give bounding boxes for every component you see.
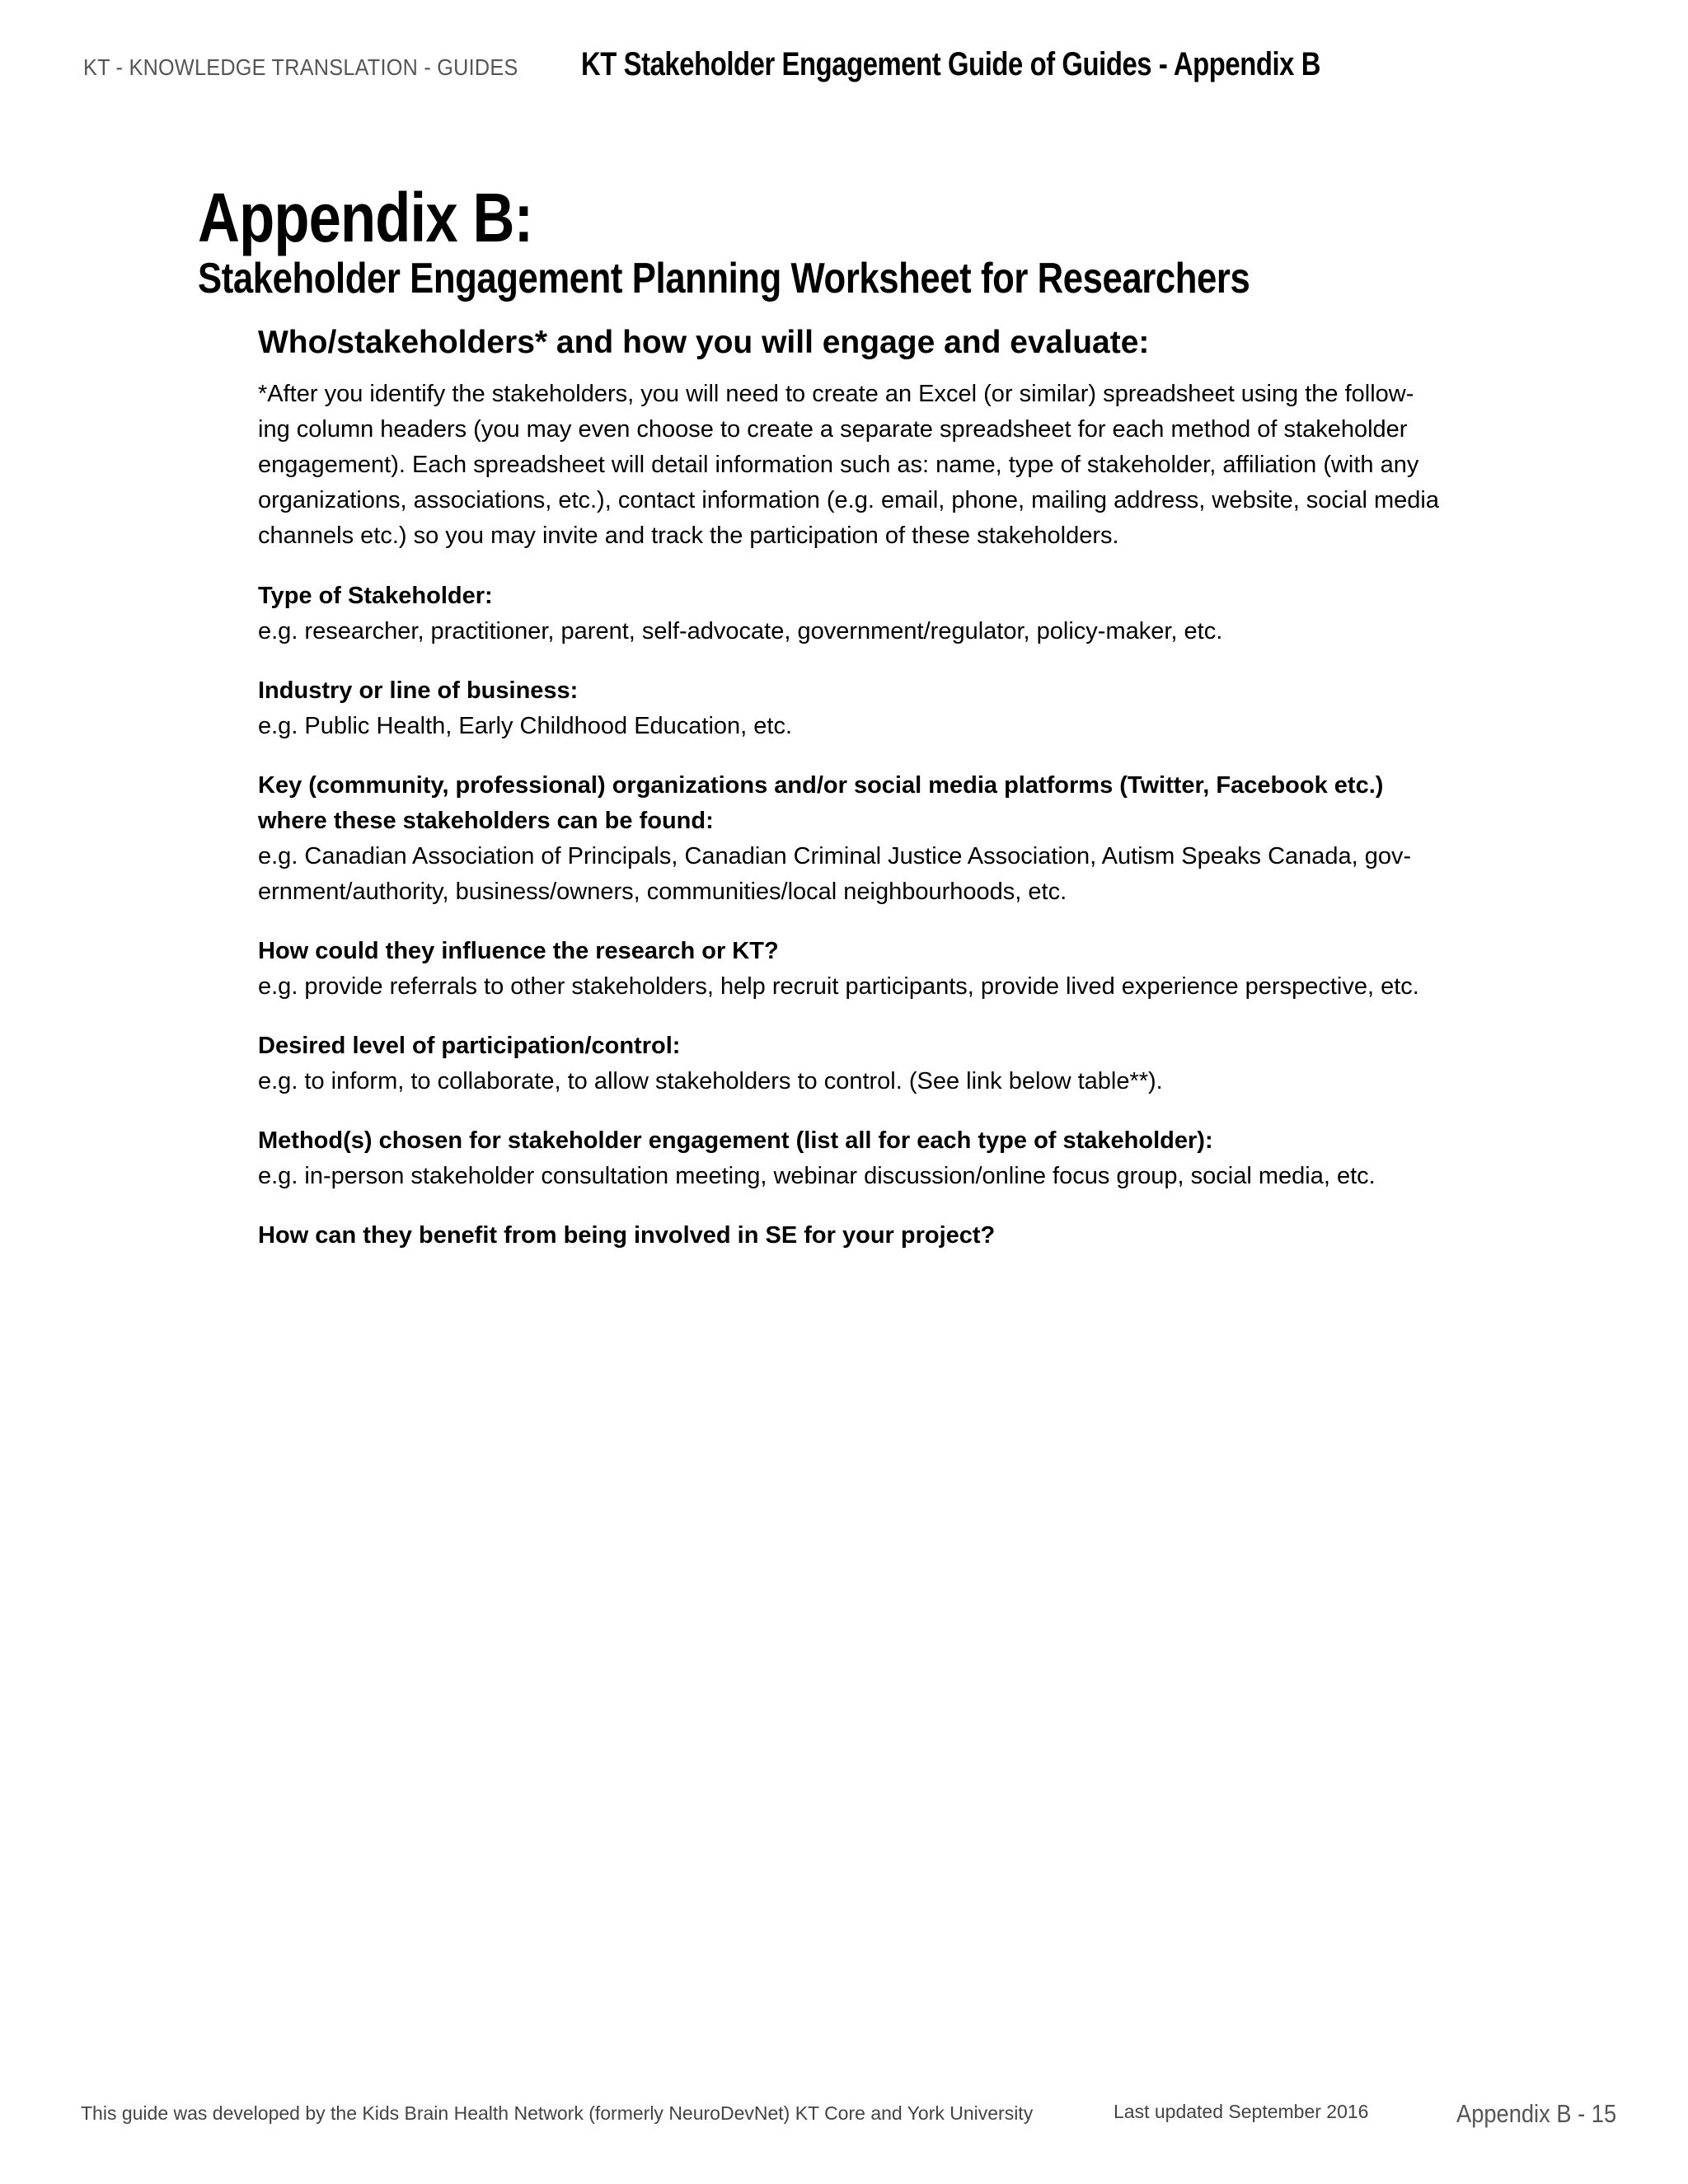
item-example: e.g. to inform, to collaborate, to allow stakeholders to control. (See link below table**). xyxy=(258,1067,1163,1094)
item-label: How could they influence the research or KT? xyxy=(258,937,779,964)
worksheet-item-methods xyxy=(258,1123,1494,1194)
item-example: ernment/authority, business/owners, communities/local neighbourhoods, etc. xyxy=(258,878,1067,905)
intro-line: channels etc.) so you may invite and track the participation of these stakeholders. xyxy=(258,522,1119,549)
intro-line: organizations, associations, etc.), contact information (e.g. email, phone, mailing address, website, social media xyxy=(258,486,1439,513)
item-label: Type of Stakeholder: xyxy=(258,582,493,609)
item-label: where these stakeholders can be found: xyxy=(258,807,714,834)
intro-line: engagement). Each spreadsheet will detail information such as: name, type of stakeholder, affiliation (with any xyxy=(258,451,1419,478)
section-heading: Who/stakeholders* and how you will engage and evaluate: xyxy=(258,325,1150,360)
item-example: e.g. provide referrals to other stakeholders, help recruit participants, provide lived experience perspective, etc. xyxy=(258,972,1419,1000)
page-subtitle: Stakeholder Engagement Planning Worksheet for Researchers xyxy=(198,255,1250,302)
page-title: Appendix B: xyxy=(198,179,533,256)
worksheet-item-influence xyxy=(258,934,1494,1005)
item-label: Desired level of participation/control: xyxy=(258,1032,681,1059)
footer-last-updated: Last updated September 2016 xyxy=(1114,2101,1369,2122)
item-example: e.g. Public Health, Early Childhood Education, etc. xyxy=(258,712,793,739)
worksheet-item-industry xyxy=(258,673,1494,744)
item-label: Industry or line of business: xyxy=(258,677,579,704)
item-label: Key (community, professional) organizations and/or social media platforms (Twitter, Facebook etc.) xyxy=(258,771,1384,799)
item-label: How can they benefit from being involved in SE for your project? xyxy=(258,1221,996,1249)
item-example: e.g. Canadian Association of Principals, Canadian Criminal Justice Association, Autism Speaks Canada, gov- xyxy=(258,842,1412,869)
running-header-title: KT Stakeholder Engagement Guide of Guides - Appendix B xyxy=(581,46,1320,82)
worksheet-item-type-of-stakeholder xyxy=(258,579,1494,649)
worksheet-item-participation-level xyxy=(258,1029,1494,1099)
running-header-series: KT - KNOWLEDGE TRANSLATION - GUIDES xyxy=(83,54,518,80)
item-example: e.g. researcher, practitioner, parent, self-advocate, government/regulator, policy-maker, etc. xyxy=(258,617,1223,644)
item-label: Method(s) chosen for stakeholder engagement (list all for each type of stakeholder): xyxy=(258,1127,1213,1154)
footer-credit: This guide was developed by the Kids Brain Health Network (formerly NeuroDevNet) KT Core and York University xyxy=(81,2102,1034,2124)
worksheet-item-benefit xyxy=(258,1218,1494,1254)
intro-line: *After you identify the stakeholders, you will need to create an Excel (or similar) spreadsheet using the follow- xyxy=(258,380,1414,407)
worksheet-content xyxy=(258,323,1494,1277)
intro-paragraph xyxy=(258,377,1494,554)
worksheet-item-key-organizations xyxy=(258,768,1494,910)
item-example: e.g. in-person stakeholder consultation meeting, webinar discussion/online focus group, social media, etc. xyxy=(258,1162,1376,1189)
page-number: Appendix B - 15 xyxy=(1456,2099,1617,2128)
intro-line: ing column headers (you may even choose to create a separate spreadsheet for each method of stakeholder xyxy=(258,415,1408,443)
